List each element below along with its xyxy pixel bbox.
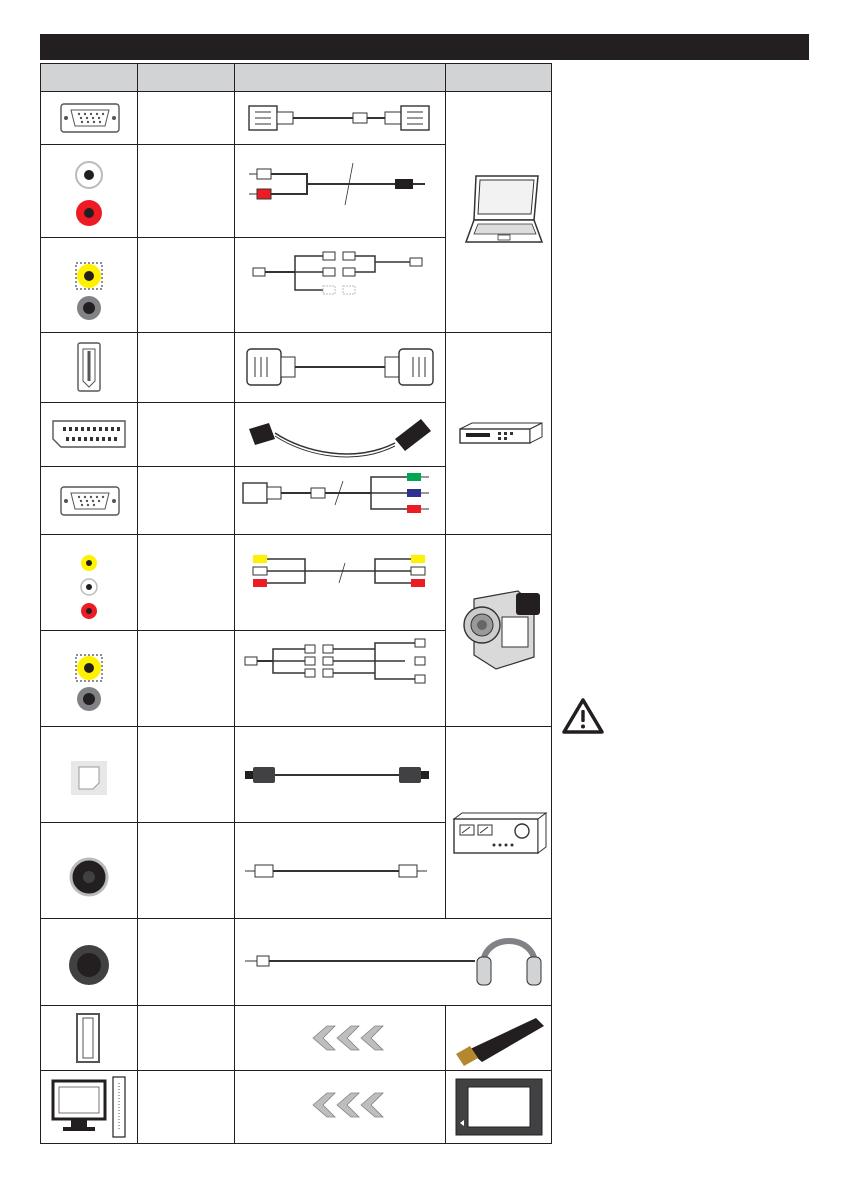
port-cell [40,402,138,467]
warning-triangle-icon [561,696,605,736]
usb-port-icon [41,1006,137,1070]
audio-rca-white-red-icon [41,145,137,237]
port-cell [40,237,138,333]
cable-cell [234,534,446,631]
device-cell [445,534,552,727]
column-header-device [445,63,552,92]
vga-to-component-cable-icon [235,467,445,534]
cable-cell [234,91,446,145]
rca-to-jack-cable-icon [235,145,445,237]
headphone-cable-icon [235,919,551,1005]
type-cell [137,402,235,467]
cable-cell [234,237,446,333]
port-cell [40,332,138,403]
type-cell [137,237,235,333]
av-yellow-jack-icon [41,238,137,332]
coaxial-cable-icon [235,823,445,918]
device-cell [445,726,552,919]
type-cell [137,1005,235,1071]
dvd-recorder-icon [446,333,551,534]
type-cell [137,726,235,823]
laptop-icon [446,92,551,332]
section-title-bar [40,34,809,60]
port-cell [40,534,138,631]
port-cell [40,822,138,919]
optical-spdif-icon [41,727,137,822]
port-cell [40,918,138,1006]
type-cell [137,918,235,1006]
port-cell [40,726,138,823]
type-cell [137,822,235,919]
column-header-cables [234,63,446,92]
amplifier-icon [446,727,551,918]
type-cell [137,534,235,631]
column-header-type [137,63,235,92]
device-cell [445,91,552,333]
port-cell [40,1005,138,1071]
cable-cell [234,1005,446,1071]
cable-cell [234,822,446,919]
composite-rca-icon [41,535,137,630]
av-adapter-cable-icon [235,238,445,332]
cable-cell [234,402,446,467]
page-number [0,1188,30,1198]
connection-table [40,63,552,1144]
cable-cell [234,630,446,727]
type-cell [137,1070,235,1144]
usb-stick-icon [446,1006,551,1070]
vga-port-icon [41,467,137,534]
port-cell [40,630,138,727]
cable-cell [234,466,446,535]
type-cell [137,332,235,403]
column-header-connector [40,63,138,92]
ci-slot-icon [41,1071,137,1143]
vga-port-icon [41,92,137,144]
headphones-icon [477,941,541,985]
optical-cable-icon [235,727,445,822]
av-adapter-cable-icon [235,631,445,726]
ci-card-icon [446,1071,551,1143]
type-cell [137,630,235,727]
device-cell [445,332,552,535]
insert-arrows-icon [235,1071,445,1143]
port-cell [40,466,138,535]
composite-cable-icon [235,535,445,630]
port-cell [40,1070,138,1144]
insert-arrows-icon [235,1006,445,1070]
type-cell [137,91,235,145]
headphone-jack-icon [41,919,137,1005]
device-cell [445,1005,552,1071]
coaxial-out-icon [41,823,137,918]
port-cell [40,91,138,145]
device-cell [445,1070,552,1144]
type-cell [137,466,235,535]
type-cell [137,144,235,238]
cable-cell [234,726,446,823]
av-yellow-jack-icon [41,631,137,726]
cable-cell [234,1070,446,1144]
cable-cell [234,144,446,238]
cable-cell [234,332,446,403]
hdmi-cable-icon [235,333,445,402]
hdmi-port-icon [41,333,137,402]
vga-cable-icon [235,92,445,144]
cable-cell [234,918,552,1006]
port-cell [40,144,138,238]
scart-cable-icon [235,403,445,466]
camcorder-icon [446,535,551,726]
scart-port-icon [41,403,137,466]
